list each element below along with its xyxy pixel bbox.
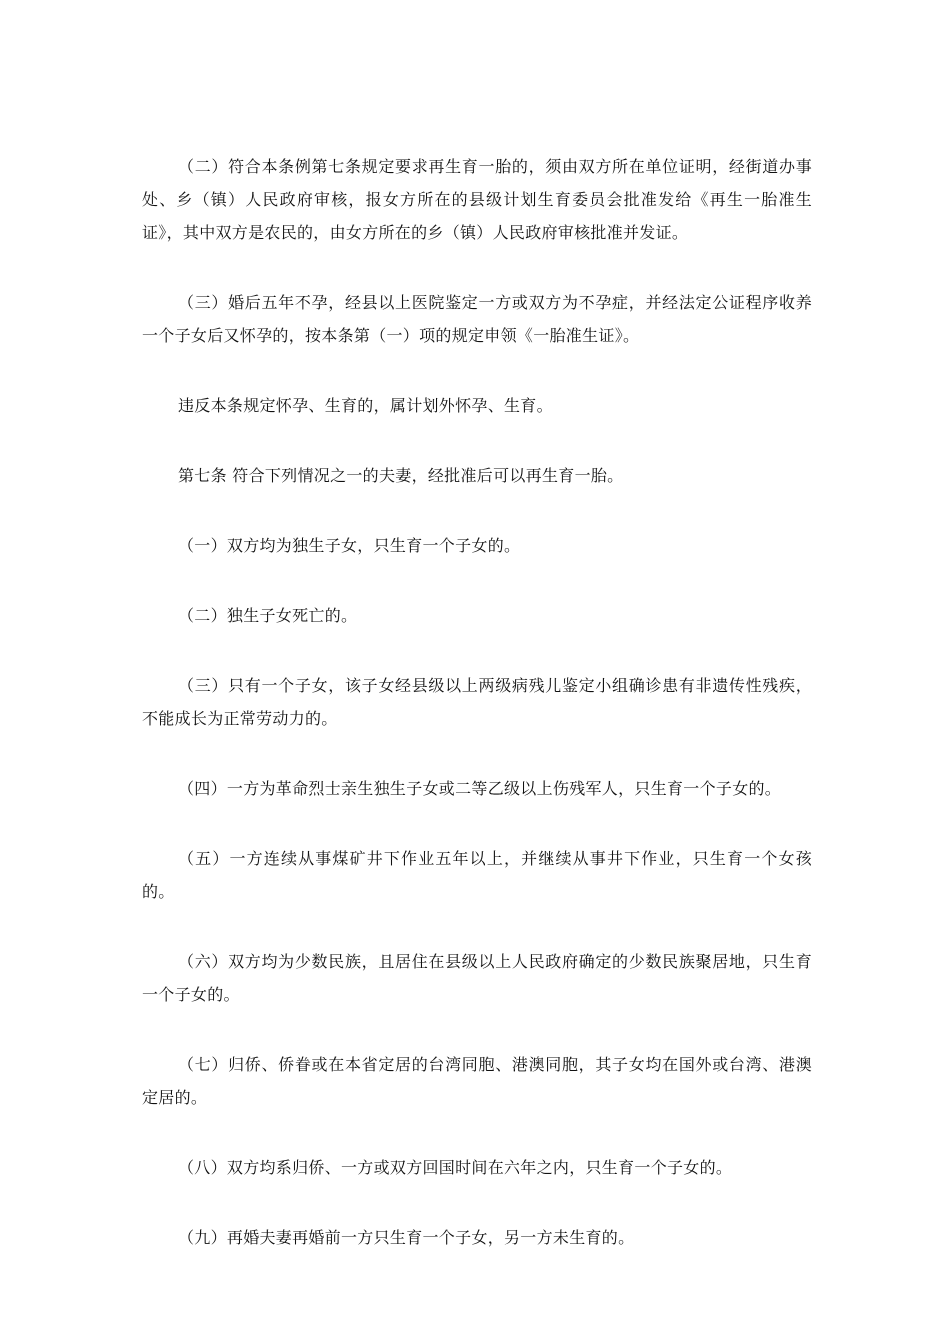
article-7-item-6: （六）双方均为少数民族，且居住在县级以上人民政府确定的少数民族聚居地，只生育一个子女的。 <box>142 952 812 1004</box>
article-7-item-5: （五）一方连续从事煤矿井下作业五年以上，并继续从事井下作业，只生育一个女孩的。 <box>142 849 812 901</box>
article-7-item-1: （一）双方均为独生子女，只生育一个子女的。 <box>178 536 521 555</box>
article-7-item-2: （二）独生子女死亡的。 <box>178 606 358 625</box>
article-7-item-9: （九）再婚夫妻再婚前一方只生育一个子女，另一方未生育的。 <box>178 1228 635 1247</box>
paragraph-violation-note: 违反本条规定怀孕、生育的，属计划外怀孕、生育。 <box>178 396 553 415</box>
document-body <box>142 150 812 1291</box>
article-7-heading: 第七条 符合下列情况之一的夫妻，经批准后可以再生育一胎。 <box>178 466 624 485</box>
article-7-item-3: （三）只有一个子女，该子女经县级以上两级病残儿鉴定小组确诊患有非遗传性残疾，不能成长为正常劳动力的。 <box>142 676 812 728</box>
article-7-item-7: （七）归侨、侨眷或在本省定居的台湾同胞、港澳同胞，其子女均在国外或台湾、港澳定居的。 <box>142 1055 812 1107</box>
article-7-item-8: （八）双方均系归侨、一方或双方回国时间在六年之内，只生育一个子女的。 <box>178 1158 733 1177</box>
paragraph-2-approval-second-child: （二）符合本条例第七条规定要求再生育一胎的，须由双方所在单位证明，经街道办事处、乡（镇）人民政府审核，报女方所在的县级计划生育委员会批准发给《再生一胎准生证》，其中双方是农民的，由女方所在的乡（镇）人民政府审核批准并发证。 <box>142 157 812 242</box>
article-7-item-4: （四）一方为革命烈士亲生独生子女或二等乙级以上伤残军人，只生育一个子女的。 <box>178 779 782 798</box>
paragraph-3-infertility-adoption: （三）婚后五年不孕，经县以上医院鉴定一方或双方为不孕症，并经法定公证程序收养一个子女后又怀孕的，按本条第（一）项的规定申领《一胎准生证》。 <box>142 293 812 345</box>
